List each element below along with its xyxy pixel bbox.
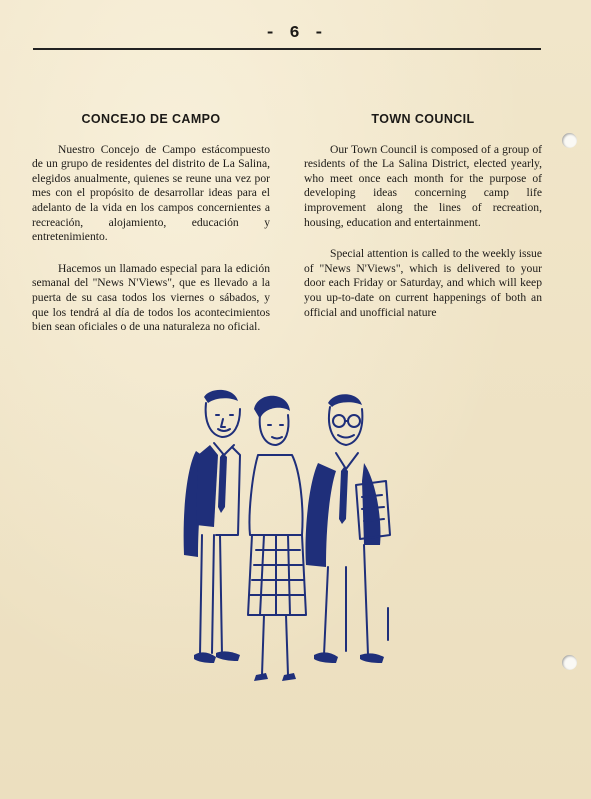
pen-stroke-mark xyxy=(384,607,392,641)
binder-hole-bottom xyxy=(562,655,577,670)
binder-hole-top xyxy=(562,133,577,148)
english-title: TOWN COUNCIL xyxy=(371,112,475,126)
english-paragraph-1: Our Town Council is composed of a group of residents of the La Salina District, elected yearly, who meet once each month for the purpose of developing ideas concerning camp life improvement along the lines of recreation, housing, education and entertainment. xyxy=(304,142,542,229)
english-column xyxy=(304,112,542,337)
english-paragraph-2: Special attention is called to the weekly issue of "News N'Views", which is delivered to your door each Friday or Saturday, and which will keep you up-to-date on current happenings of both an official and unofficial nature xyxy=(304,247,542,319)
header-rule xyxy=(33,48,541,50)
spanish-column xyxy=(32,112,270,352)
woman-center-figure xyxy=(248,396,306,681)
residents-drawing xyxy=(168,385,408,690)
page-number: - 6 - xyxy=(264,24,326,43)
three-residents-illustration xyxy=(168,385,408,690)
man-left-figure xyxy=(184,390,240,663)
spanish-paragraph-1: Nuestro Concejo de Campo estácompuesto de un grupo de residentes del distrito de La Salina, elegidos anualmente, quienes se reune una vez por mes con el propósito de desarrollar ideas para el adelanto de la vida en los campos concernientes a recreación, alojamiento, educación y entretenimiento. xyxy=(32,142,270,244)
man-right-figure xyxy=(306,394,391,663)
spanish-paragraph-2: Hacemos un llamado especial para la edición semanal del "News N'Views", que es llevado a la puerta de su casa todos los viernes o sábados, y que los tendrá al día de todos los acontecimientos bien sean oficiales o de una naturaleza no oficial. xyxy=(32,261,270,334)
spanish-title: CONCEJO DE CAMPO xyxy=(81,112,221,126)
